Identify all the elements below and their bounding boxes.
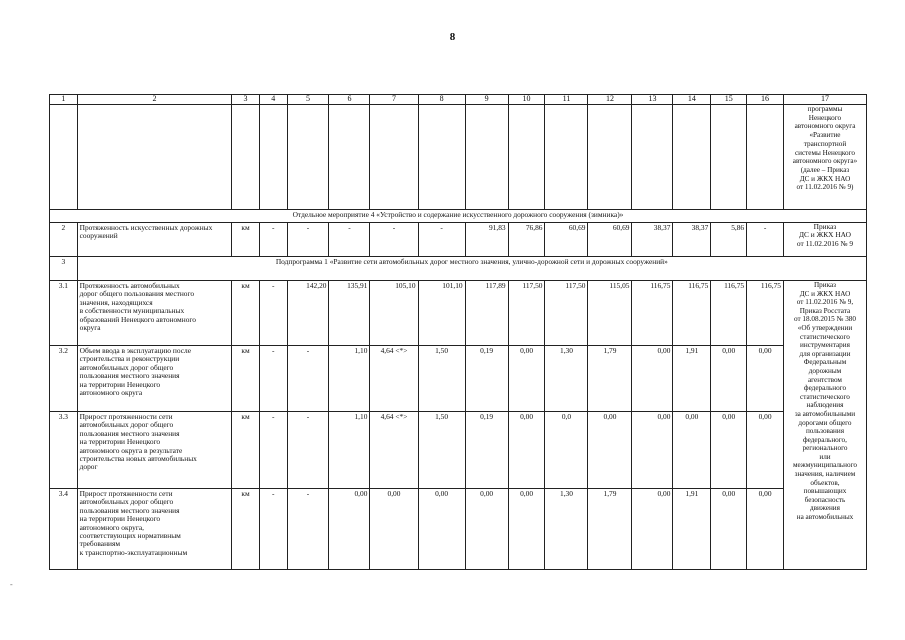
value-cell: 38,37 bbox=[673, 223, 711, 257]
row-number: 2 bbox=[50, 223, 78, 257]
value-cell: 0,00 bbox=[508, 489, 545, 570]
value-cell: 1,91 bbox=[673, 346, 711, 412]
value-cell: 0,00 bbox=[508, 346, 545, 412]
indicator-name: Прирост протяженности сети автомобильных дорог общего пользования местного значения на территории Ненецкого автономного округа в результате строительства новых автомобильных дорог bbox=[77, 412, 232, 489]
value-cell: 60,69 bbox=[588, 223, 632, 257]
value-cell: 1,10 bbox=[329, 412, 370, 489]
page-number: 8 bbox=[449, 31, 456, 43]
value-cell: 116,75 bbox=[673, 281, 711, 346]
value-cell: 0,00 bbox=[747, 489, 784, 570]
value-cell: - bbox=[259, 223, 287, 257]
section-title: Отдельное мероприятие 4 «Устройство и содержание искусственного дорожного сооружения (зимника)» bbox=[50, 210, 867, 223]
value-cell: - bbox=[287, 412, 329, 489]
table-row bbox=[50, 223, 867, 257]
col-header: 16 bbox=[747, 95, 784, 105]
value-cell: - bbox=[259, 412, 287, 489]
value-cell: 101,10 bbox=[418, 281, 465, 346]
value-cell: 1,91 bbox=[673, 489, 711, 570]
table-row bbox=[50, 281, 867, 346]
indicator-name: Объем ввода в эксплуатацию после строительства и реконструкции автомобильных дорог общего пользования местного значения на территории Ненецкого автономного округа bbox=[77, 346, 232, 412]
value-cell: 135,91 bbox=[329, 281, 370, 346]
value-cell: - bbox=[259, 346, 287, 412]
value-cell: 115,05 bbox=[588, 281, 632, 346]
section-row bbox=[50, 210, 867, 223]
value-cell: - bbox=[287, 346, 329, 412]
value-cell: 142,20 bbox=[287, 281, 329, 346]
value-cell: - bbox=[418, 223, 465, 257]
value-cell: 0,00 bbox=[329, 489, 370, 570]
value-cell: 117,89 bbox=[465, 281, 508, 346]
value-cell: 105,10 bbox=[370, 281, 418, 346]
value-cell: 1,79 bbox=[588, 489, 632, 570]
row-number: 3.1 bbox=[50, 281, 78, 346]
col-header: 17 bbox=[783, 95, 866, 105]
col-header: 11 bbox=[545, 95, 588, 105]
value-cell: 0,00 bbox=[711, 346, 747, 412]
value-cell: - bbox=[259, 281, 287, 346]
value-cell: 117,50 bbox=[545, 281, 588, 346]
table-row bbox=[50, 346, 867, 412]
col-header: 8 bbox=[418, 95, 465, 105]
col-header: 1 bbox=[50, 95, 78, 105]
value-cell: 60,69 bbox=[545, 223, 588, 257]
value-cell: 0,19 bbox=[465, 412, 508, 489]
col-header: 4 bbox=[259, 95, 287, 105]
indicators-table bbox=[49, 94, 867, 570]
value-cell: 4,64 <*> bbox=[370, 412, 418, 489]
value-cell: 38,37 bbox=[632, 223, 673, 257]
value-cell: 0,00 bbox=[747, 346, 784, 412]
col-header: 6 bbox=[329, 95, 370, 105]
source-note: Приказ ДС и ЖКХ НАО от 11.02.2016 № 9, Приказ Росстата от 18.08.2015 № 380 «Об утверждении статистического инструментария для организации Федеральным дорожным агентством федерального статистического наблюдения за автомобильными дорогами общего пользования федерального, регионального или межмуниципального значения, наличием объектов, повышающих безопасность движения на автомобильных bbox=[783, 281, 866, 570]
unit-cell: км bbox=[232, 223, 260, 257]
value-cell: 0,00 bbox=[747, 412, 784, 489]
subprogram-row bbox=[50, 257, 867, 281]
stray-mark: - bbox=[10, 580, 13, 589]
value-cell: 0,00 bbox=[632, 412, 673, 489]
value-cell: 0,19 bbox=[465, 346, 508, 412]
col-header: 3 bbox=[232, 95, 260, 105]
unit-cell: км bbox=[232, 346, 260, 412]
value-cell: 0,00 bbox=[632, 346, 673, 412]
value-cell: 0,00 bbox=[711, 412, 747, 489]
value-cell: 117,50 bbox=[508, 281, 545, 346]
col-header: 2 bbox=[77, 95, 232, 105]
value-cell: 0,00 bbox=[711, 489, 747, 570]
row-number: 3.2 bbox=[50, 346, 78, 412]
value-cell: 0,00 bbox=[465, 489, 508, 570]
value-cell: - bbox=[747, 223, 784, 257]
value-cell: - bbox=[287, 223, 329, 257]
value-cell: 1,10 bbox=[329, 346, 370, 412]
value-cell: 116,75 bbox=[632, 281, 673, 346]
value-cell: 76,86 bbox=[508, 223, 545, 257]
value-cell: 0,00 bbox=[370, 489, 418, 570]
row-number: 3.3 bbox=[50, 412, 78, 489]
value-cell: 0,00 bbox=[632, 489, 673, 570]
row-number: 3 bbox=[50, 257, 78, 281]
indicator-name: Протяженность искусственных дорожных сооружений bbox=[77, 223, 232, 257]
value-cell: 116,75 bbox=[747, 281, 784, 346]
row-number: 3.4 bbox=[50, 489, 78, 570]
value-cell: 0,00 bbox=[673, 412, 711, 489]
indicator-name: Протяженность автомобильных дорог общего пользования местного значения, находящихся в собственности муниципальных образований Ненецкого автономного округа bbox=[77, 281, 232, 346]
col-header: 7 bbox=[370, 95, 418, 105]
column-numbers-row bbox=[50, 95, 867, 105]
value-cell: - bbox=[370, 223, 418, 257]
value-cell: - bbox=[259, 489, 287, 570]
value-cell: - bbox=[329, 223, 370, 257]
col-header: 12 bbox=[588, 95, 632, 105]
continuation-row bbox=[50, 105, 867, 210]
value-cell: 5,86 bbox=[711, 223, 747, 257]
value-cell: 0,00 bbox=[588, 412, 632, 489]
source-note: программы Ненецкого автономного округа «Развитие транспортной системы Ненецкого автономного округа» (далее – Приказ ДС и ЖКХ НАО от 11.02.2016 № 9) bbox=[783, 105, 866, 210]
value-cell: 1,50 bbox=[418, 346, 465, 412]
subprogram-title: Подпрограмма 1 «Развитие сети автомобильных дорог местного значения, улично-дорожной сети и дорожных сооружений» bbox=[77, 257, 866, 281]
value-cell: 91,83 bbox=[465, 223, 508, 257]
value-cell: 1,30 bbox=[545, 489, 588, 570]
col-header: 10 bbox=[508, 95, 545, 105]
col-header: 14 bbox=[673, 95, 711, 105]
value-cell: 0,00 bbox=[418, 489, 465, 570]
value-cell: 0,00 bbox=[508, 412, 545, 489]
value-cell: 1,79 bbox=[588, 346, 632, 412]
unit-cell: км bbox=[232, 281, 260, 346]
indicator-name: Прирост протяженности сети автомобильных дорог общего пользования местного значения на территории Ненецкого автономного округа, соответствующих нормативным требованиям к транспортно-эксплуатационным bbox=[77, 489, 232, 570]
col-header: 15 bbox=[711, 95, 747, 105]
value-cell: 0,0 bbox=[545, 412, 588, 489]
table-row bbox=[50, 489, 867, 570]
unit-cell: км bbox=[232, 412, 260, 489]
col-header: 5 bbox=[287, 95, 329, 105]
col-header: 9 bbox=[465, 95, 508, 105]
source-note: Приказ ДС и ЖКХ НАО от 11.02.2016 № 9 bbox=[783, 223, 866, 257]
value-cell: 1,30 bbox=[545, 346, 588, 412]
value-cell: 116,75 bbox=[711, 281, 747, 346]
value-cell: 4,64 <*> bbox=[370, 346, 418, 412]
value-cell: - bbox=[287, 489, 329, 570]
table-row bbox=[50, 412, 867, 489]
value-cell: 1,50 bbox=[418, 412, 465, 489]
unit-cell: км bbox=[232, 489, 260, 570]
col-header: 13 bbox=[632, 95, 673, 105]
